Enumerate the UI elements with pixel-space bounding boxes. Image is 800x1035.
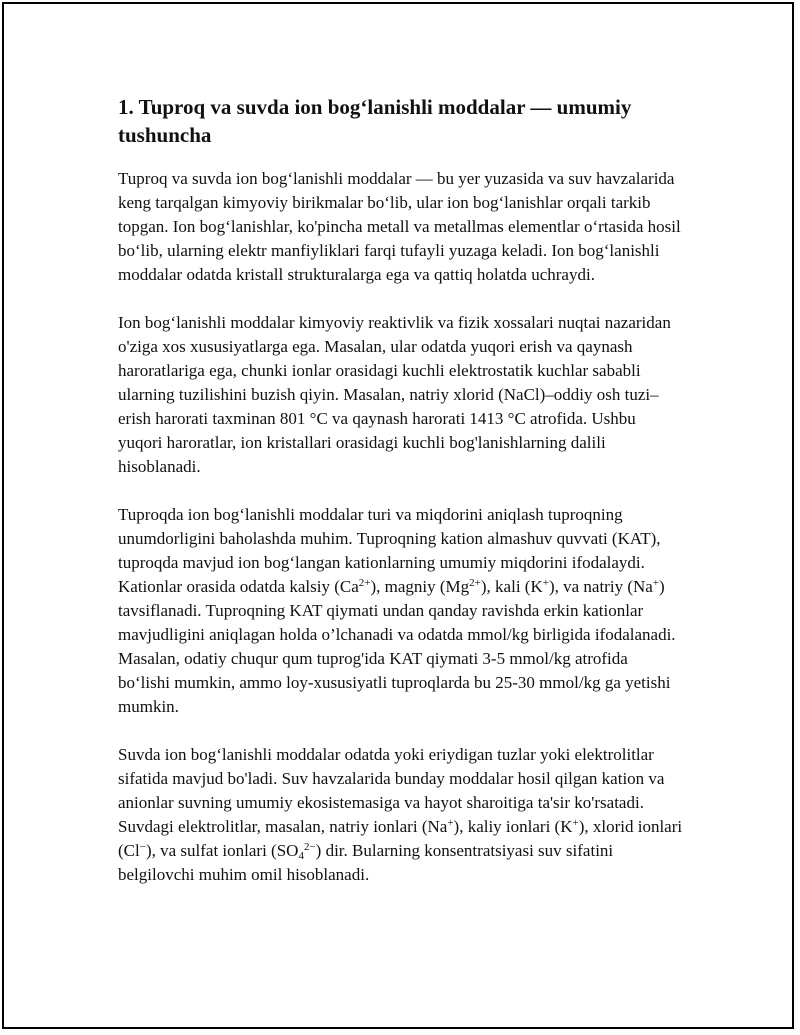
paragraph-properties: Ion bog‘lanishli moddalar kimyoviy reaktivlik va fizik xossalari nuqtai nazaridan o'ziga xos xususiyatlarga ega. Masalan, ular odatda yuqori erish va qaynash haroratlariga ega, chunki ionlar orasidagi kuchli elektrostatik kuchlar sababli ularning tuzilishini buzish qiyin. Masalan, natriy xlorid (NaCl)–oddiy osh tuzi–erish harorati taxminan 801 °C va qaynash harorati 1413 °C atrofida. Ushbu yuqori haroratlar, ion kristallari orasidagi kuchli bog'lanishlarning dalili hisoblanadi. xyxy=(118,313,671,476)
paragraph-water-electrolytes: Suvda ion bog‘lanishli moddalar odatda yoki eriydigan tuzlar yoki elektrolitlar sifatida mavjud bo'ladi. Suv havzalarida bunday moddalar hosil qilgan kation va anionlar suvning umumiy ekosistemasiga va hayot sharoitiga ta'sir ko'rsatadi. Suvdagi elektrolitlar, masalan, natriy ionlari (Na+), kaliy ionlari (K+), xlorid ionlari (Cl−), va sulfat ionlari $(SO_4^{2-})$ dir. Bularning konsentratsiyasi suv sifatini belgilovchi muhim omil hisoblanadi. xyxy=(118,745,683,884)
section-heading: 1. Tuproq va suvda ion bog‘lanishli moddalar — umumiy tushuncha xyxy=(118,95,632,147)
paragraph-soil-cations: Tuproqda ion bog‘lanishli moddalar turi va miqdorini aniqlash tuproqning unumdorligini baholashda muhim. Tuproqning kation almashuv quvvati (KAT), tuproqda mavjud ion bog‘langan kationlarning umumiy miqdorini ifodalaydi. Kationlar orasida odatda kalsiy $(Ca^{2+})$, magniy $(Mg^{2+})$, kali (K+), va natriy (Na+) tavsiflanadi. Tuproqning KAT qiymati undan qanday ravishda erkin kationlar mavjudligini aniqlagan holda o’lchanadi va odatda mmol/kg birligida ifodalanadi. Masalan, odatiy chuqur qum tuprog'ida KAT qiymati 3-5 mmol/kg atrofida bo‘lishi mumkin, ammo loy-xususiyatli tuproqlarda bu 25-30 mmol/kg ga yetishi mumkin. xyxy=(118,505,676,716)
document-body xyxy=(118,93,683,911)
paragraph-intro: Tuproq va suvda ion bog‘lanishli moddalar — bu yer yuzasida va suv havzalarida keng tarqalgan kimyoviy birikmalar bo‘lib, ular ion bog‘lanishlar orqali tarkib topgan. Ion bog‘lanishlar, ko'pincha metall va metallmas elementlar o‘rtasida hosil bo‘lib, ularning elektr manfiyliklari farqi tufayli yuzaga keladi. Ion bog‘lanishli moddalar odatda kristall strukturalarga ega va qattiq holatda uchraydi. xyxy=(118,169,681,284)
